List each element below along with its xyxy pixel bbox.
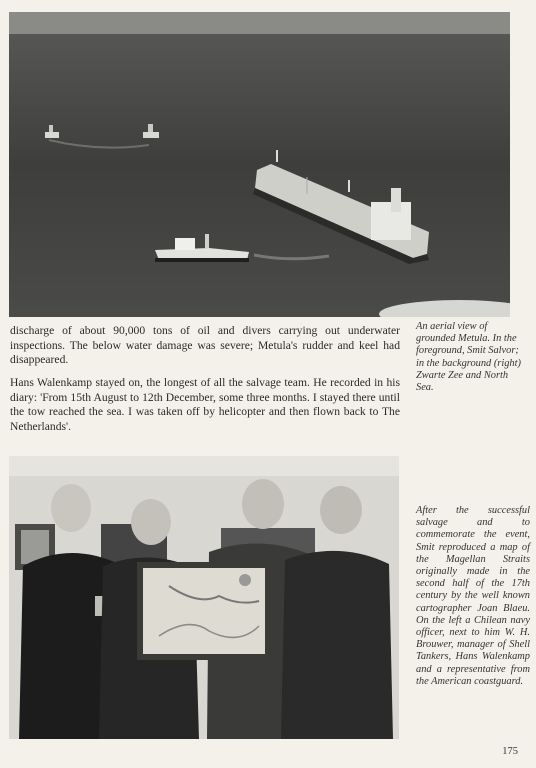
framed-map-magellan-straits <box>137 562 271 660</box>
body-paragraph-2: Hans Walenkamp stayed on, the longest of all the salvage team. He recorded in his diary: 'From 15th August to 12th December, some three months. I stayed there until the tow reached the sea. I was taken off by helicopter and then flown back to The Netherlands'. <box>10 376 400 433</box>
caption-map-presentation: After the successful salvage and to commemorate the event, Smit reproduced a map of the Magellan Straits originally made in the second half of the 17th century by the well known cartographer Joan Blaeu. On the left a Chilean navy officer, next to him W. H. Brouwer, manager of Shell Tankers, Hans Walenkamp and a representative from the American coastguard. <box>416 505 530 687</box>
page-number: 175 <box>502 746 518 757</box>
body-paragraph-1: discharge of about 90,000 tons of oil and divers carrying out underwater inspections. The below water damage was severe; Metula's rudder and keel had disappeared. <box>10 324 400 367</box>
caption-aerial-photo: An aerial view of grounded Metula. In the foreground, Smit Salvor; in the background (right) Zwarte Zee and North Sea. <box>416 321 521 394</box>
aerial-photo-metula <box>9 12 510 317</box>
map-presentation-photo <box>9 456 399 739</box>
